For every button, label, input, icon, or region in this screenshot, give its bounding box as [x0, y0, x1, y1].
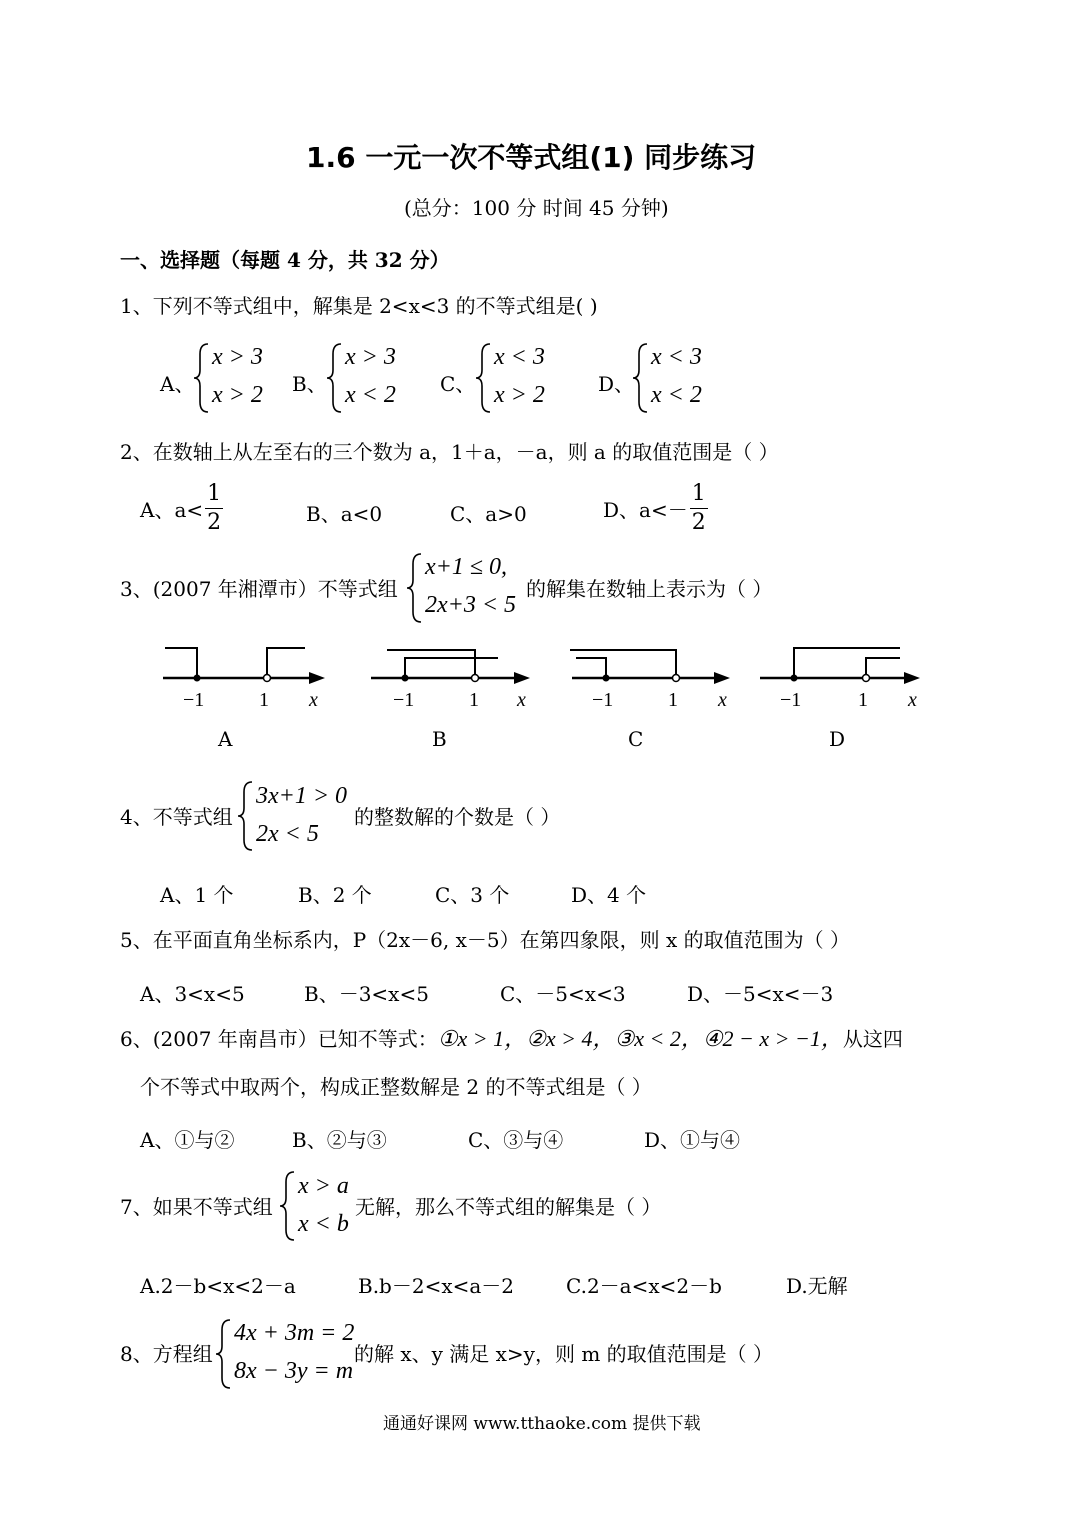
brace-icon: [278, 1170, 296, 1242]
question-2-text: 2、在数轴上从左至右的三个数为 a，1＋a，－a，则 a 的取值范围是（ ）: [120, 440, 779, 464]
system-top: x > 3: [212, 344, 263, 370]
question-8-suffix: 的解 x、y 满足 x>y，则 m 的取值范围是（ ）: [354, 1342, 774, 1366]
number-line-label-d: D: [829, 727, 846, 751]
system-bottom: x > 2: [212, 382, 263, 408]
question-2-option-d: [603, 482, 708, 535]
option-label: A、: [160, 372, 195, 396]
tick-label-minus-one: −1: [183, 689, 205, 711]
number-line-label-c: C: [628, 727, 644, 751]
question-6-option-b: B、②与③: [292, 1128, 387, 1152]
question-6-line-2: 个不等式中取两个，构成正整数解是 2 的不等式组是（ ）: [140, 1075, 652, 1099]
tick-label-one: 1: [469, 689, 479, 711]
question-4-option-d: D、4 个: [571, 883, 647, 907]
question-7-option-d: D.无解: [786, 1274, 848, 1298]
system-top: 3x+1 > 0: [256, 783, 348, 809]
axis-variable: x: [517, 689, 526, 711]
question-5-text: 5、在平面直角坐标系内，P（2x－6, x－5）在第四象限，则 x 的取值范围为（ ）: [120, 928, 850, 952]
question-1-text: 1、下列不等式组中，解集是 2<x<3 的不等式组是( ): [120, 294, 598, 318]
inequality-3: ③x < 2，: [614, 1026, 703, 1051]
option-text: D、a<－: [603, 498, 688, 522]
question-3-suffix: 的解集在数轴上表示为（ ）: [526, 577, 773, 601]
fraction-numerator: 1: [207, 481, 222, 506]
system-bottom: 8x − 3y = m: [234, 1358, 354, 1384]
brace-icon: [236, 780, 254, 852]
system-top: x > 3: [345, 344, 396, 370]
brace-icon: [192, 342, 210, 414]
brace-icon: [214, 1318, 232, 1390]
number-line-b: [363, 640, 543, 720]
number-line-label-a: A: [218, 727, 233, 751]
fraction-denominator: 2: [207, 510, 222, 535]
system-top: x < 3: [494, 344, 545, 370]
question-6-option-c: C、③与④: [468, 1128, 564, 1152]
fraction: [205, 482, 223, 535]
system-bottom: x < b: [298, 1211, 349, 1237]
option-text: A、a<: [140, 498, 204, 522]
system-top: x > a: [298, 1173, 349, 1199]
fraction-bar: [205, 508, 223, 509]
tick-label-minus-one: −1: [592, 689, 614, 711]
question-4-option-b: B、2 个: [298, 883, 372, 907]
page-title: 1.6 一元一次不等式组(1) 同步练习: [306, 141, 757, 174]
system-top: 4x + 3m = 2: [234, 1320, 355, 1346]
tick-label-minus-one: −1: [780, 689, 802, 711]
option-label: C、: [440, 372, 476, 396]
question-6-option-d: D、①与④: [644, 1128, 741, 1152]
question-8-prefix: 8、方程组: [120, 1342, 213, 1366]
number-line-c: [566, 640, 746, 720]
system-bottom: 2x+3 < 5: [425, 592, 517, 618]
fraction-numerator: 1: [691, 481, 706, 506]
question-7-option-b: B.b－2<x<a－2: [358, 1274, 515, 1298]
inequality-2: ②x > 4，: [526, 1026, 615, 1051]
number-line-label-b: B: [432, 727, 447, 751]
axis-variable: x: [718, 689, 727, 711]
system-top: x+1 ≤ 0,: [425, 554, 508, 580]
brace-icon: [474, 342, 492, 414]
option-label: D、: [598, 372, 635, 396]
question-6-prefix: 6、(2007 年南昌市）已知不等式：: [120, 1027, 438, 1051]
system-bottom: 2x < 5: [256, 821, 319, 847]
question-6-line-1: [120, 1027, 903, 1051]
system-bottom: x > 2: [494, 382, 545, 408]
axis-variable: x: [908, 689, 917, 711]
question-4-option-c: C、3 个: [435, 883, 510, 907]
axis-variable: x: [309, 689, 318, 711]
fraction-denominator: 2: [691, 510, 706, 535]
question-7-prefix: 7、如果不等式组: [120, 1195, 273, 1219]
question-5-option-b: B、－3<x<5: [304, 982, 429, 1006]
question-2-option-b: B、a<0: [306, 502, 383, 526]
tick-label-one: 1: [259, 689, 269, 711]
fraction: [690, 482, 708, 535]
question-2-option-c: C、a>0: [450, 502, 527, 526]
question-2-option-a: [140, 482, 223, 535]
brace-icon: [405, 552, 423, 624]
question-6-suffix: 从这四: [842, 1027, 903, 1051]
question-7-option-a: A.2－b<x<2－a: [140, 1274, 296, 1298]
number-line-a: [155, 640, 335, 720]
page-subtitle: (总分：100 分 时间 45 分钟): [404, 196, 669, 220]
question-4-suffix: 的整数解的个数是（ ）: [354, 805, 561, 829]
number-line-d: [756, 640, 936, 720]
question-5-option-a: A、3<x<5: [140, 982, 245, 1006]
inequality-4: ④2 − x > −1，: [702, 1026, 843, 1051]
question-7-option-c: C.2－a<x<2－b: [566, 1274, 722, 1298]
question-6-option-a: A、①与②: [140, 1128, 235, 1152]
section-heading: 一、选择题（每题 4 分，共 32 分）: [120, 248, 450, 272]
question-4-option-a: A、1 个: [160, 883, 234, 907]
brace-icon: [325, 342, 343, 414]
tick-label-one: 1: [668, 689, 678, 711]
option-label: B、: [292, 372, 327, 396]
system-bottom: x < 2: [651, 382, 702, 408]
system-top: x < 3: [651, 344, 702, 370]
system-bottom: x < 2: [345, 382, 396, 408]
question-7-suffix: 无解，那么不等式组的解集是（ ）: [355, 1195, 662, 1219]
inequality-1: ①x > 1，: [437, 1026, 527, 1051]
fraction-bar: [690, 508, 708, 509]
page-footer: 通通好课网 www.tthaoke.com 提供下载: [383, 1414, 701, 1434]
question-5-option-d: D、－5<x<－3: [687, 982, 834, 1006]
tick-label-one: 1: [858, 689, 868, 711]
brace-icon: [631, 342, 649, 414]
question-3-prefix: 3、(2007 年湘潭市）不等式组: [120, 577, 398, 601]
tick-label-minus-one: −1: [393, 689, 415, 711]
question-5-option-c: C、－5<x<3: [500, 982, 626, 1006]
question-4-prefix: 4、不等式组: [120, 805, 233, 829]
